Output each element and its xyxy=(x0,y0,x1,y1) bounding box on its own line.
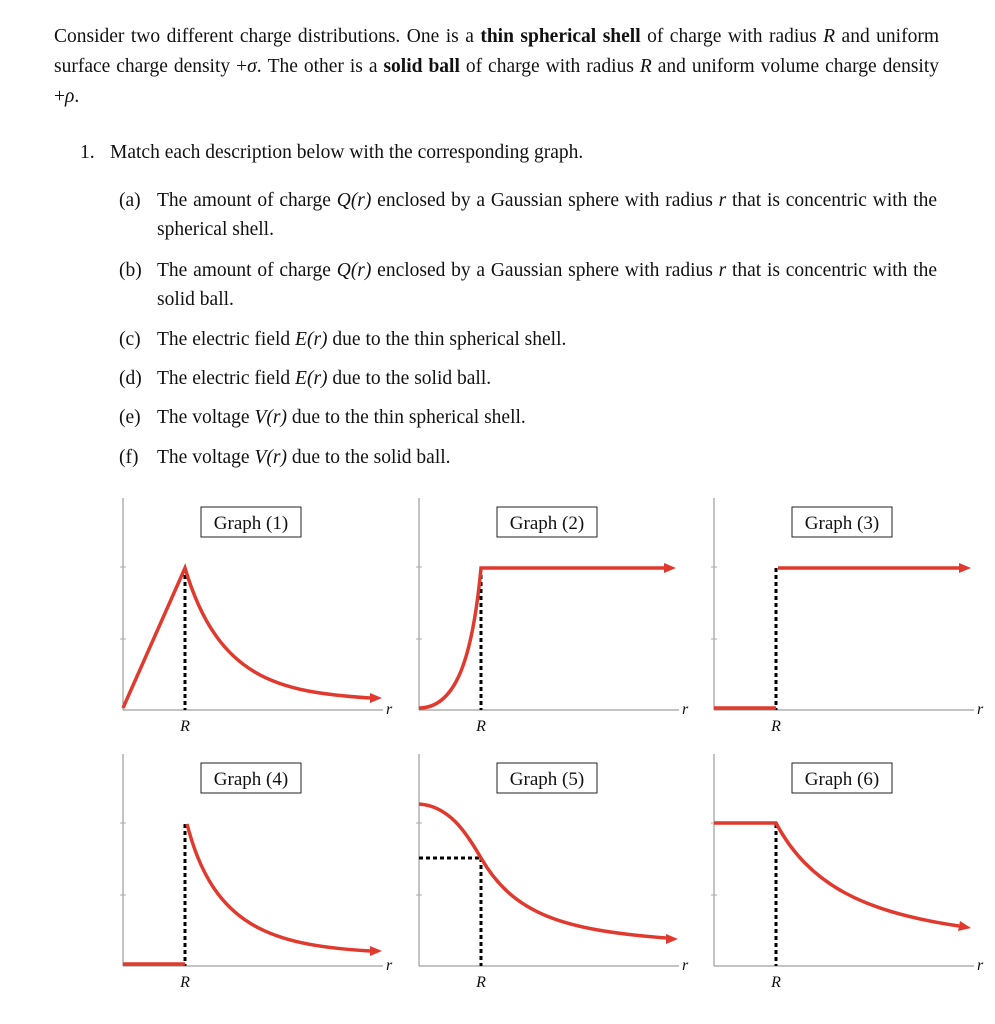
intro-bold-shell: thin spherical shell xyxy=(480,26,641,47)
intro-var-rho: ρ xyxy=(65,86,75,107)
item-label: (a) xyxy=(119,190,141,211)
item-symbol: V(r) xyxy=(254,407,287,428)
x-axis-label: r xyxy=(386,957,393,974)
item-symbol-2: r xyxy=(718,190,727,211)
intro-var-sigma: σ xyxy=(247,56,257,77)
item-post: due to the thin spherical shell. xyxy=(327,329,567,350)
item-label: (d) xyxy=(119,368,142,389)
graph-title: Graph (3) xyxy=(804,513,880,534)
item-symbol: Q(r) xyxy=(336,190,372,211)
item-pre: The electric field xyxy=(157,329,296,350)
intro-text-2: of charge with radius xyxy=(640,26,824,47)
question-1 xyxy=(80,138,583,168)
tick-label-R: R xyxy=(771,718,781,735)
item-post-2: that is concentric with the spherical shell. xyxy=(157,190,937,240)
intro-text-6: and uniform volume charge density + xyxy=(54,56,940,107)
intro-var-R-2: R xyxy=(639,56,652,77)
intro-bold-ball: solid ball xyxy=(383,56,460,77)
item-a xyxy=(119,186,939,246)
curve-arrowhead xyxy=(664,563,676,573)
item-e xyxy=(119,403,939,433)
tick-label-R: R xyxy=(476,718,486,735)
curve xyxy=(123,568,370,708)
x-axis-label: r xyxy=(386,701,393,718)
graph-2 xyxy=(404,494,694,744)
item-text xyxy=(157,364,937,393)
question-number: 1. xyxy=(80,142,95,163)
x-axis-label: r xyxy=(977,701,984,718)
intro-text-5: of charge with radius xyxy=(459,56,640,77)
item-pre: The amount of charge xyxy=(157,190,337,211)
graph-title: Graph (6) xyxy=(804,769,880,790)
item-symbol: E(r) xyxy=(295,329,328,350)
x-axis-label: r xyxy=(682,957,689,974)
item-label: (f) xyxy=(119,447,139,468)
intro-var-R: R xyxy=(823,26,836,47)
item-pre: The electric field xyxy=(157,368,296,389)
graph-3 xyxy=(699,494,989,744)
item-c xyxy=(119,325,939,355)
intro-text-3: and uniform surface charge density + xyxy=(54,26,939,77)
graph-title: Graph (4) xyxy=(213,769,289,790)
item-d xyxy=(119,364,939,394)
curve-arrowhead xyxy=(370,693,382,703)
item-post: due to the solid ball. xyxy=(327,368,492,389)
item-text xyxy=(157,186,937,244)
curve xyxy=(419,568,664,708)
item-symbol: E(r) xyxy=(295,368,328,389)
graph-6 xyxy=(699,750,989,1000)
tick-label-R: R xyxy=(771,974,781,991)
item-text xyxy=(157,325,937,354)
item-text xyxy=(157,443,937,472)
tick-label-R: R xyxy=(476,974,486,991)
curve xyxy=(714,823,959,926)
item-post: enclosed by a Gaussian sphere with radius xyxy=(371,190,719,211)
item-pre: The voltage xyxy=(157,447,255,468)
item-f xyxy=(119,443,939,473)
curve-arrowhead xyxy=(959,563,971,573)
question-text: Match each description below with the corresponding graph. xyxy=(110,142,584,163)
graph-5 xyxy=(404,750,694,1000)
item-post: due to the solid ball. xyxy=(286,447,451,468)
item-symbol-2: r xyxy=(718,260,727,281)
tick-label-R: R xyxy=(180,974,190,991)
graph-1 xyxy=(108,494,398,744)
item-symbol: Q(r) xyxy=(336,260,372,281)
x-axis-label: r xyxy=(682,701,689,718)
item-pre: The amount of charge xyxy=(157,260,337,281)
item-label: (e) xyxy=(119,407,141,428)
curve-segment-outside xyxy=(187,824,370,951)
item-post: due to the thin spherical shell. xyxy=(286,407,526,428)
graph-title: Graph (2) xyxy=(509,513,585,534)
intro-paragraph xyxy=(54,22,939,112)
curve-arrowhead xyxy=(958,921,971,931)
item-label: (c) xyxy=(119,329,141,350)
intro-text-4: . The other is a xyxy=(256,56,384,77)
intro-text-7: . xyxy=(74,86,80,107)
graph-title: Graph (5) xyxy=(509,769,585,790)
item-text xyxy=(157,403,937,432)
item-pre: The voltage xyxy=(157,407,255,428)
item-label: (b) xyxy=(119,260,142,281)
intro-text-1: Consider two different charge distributions. One is a xyxy=(54,26,481,47)
item-text xyxy=(157,256,937,314)
x-axis-label: r xyxy=(977,957,984,974)
curve-arrowhead xyxy=(666,934,678,944)
item-symbol: V(r) xyxy=(254,447,287,468)
item-post-2: that is concentric with the solid ball. xyxy=(157,260,937,310)
graph-4 xyxy=(108,750,398,1000)
curve-arrowhead xyxy=(370,946,382,956)
tick-label-R: R xyxy=(180,718,190,735)
graph-title: Graph (1) xyxy=(213,513,289,534)
curve xyxy=(419,804,666,938)
item-post: enclosed by a Gaussian sphere with radius xyxy=(371,260,719,281)
item-b xyxy=(119,256,939,316)
